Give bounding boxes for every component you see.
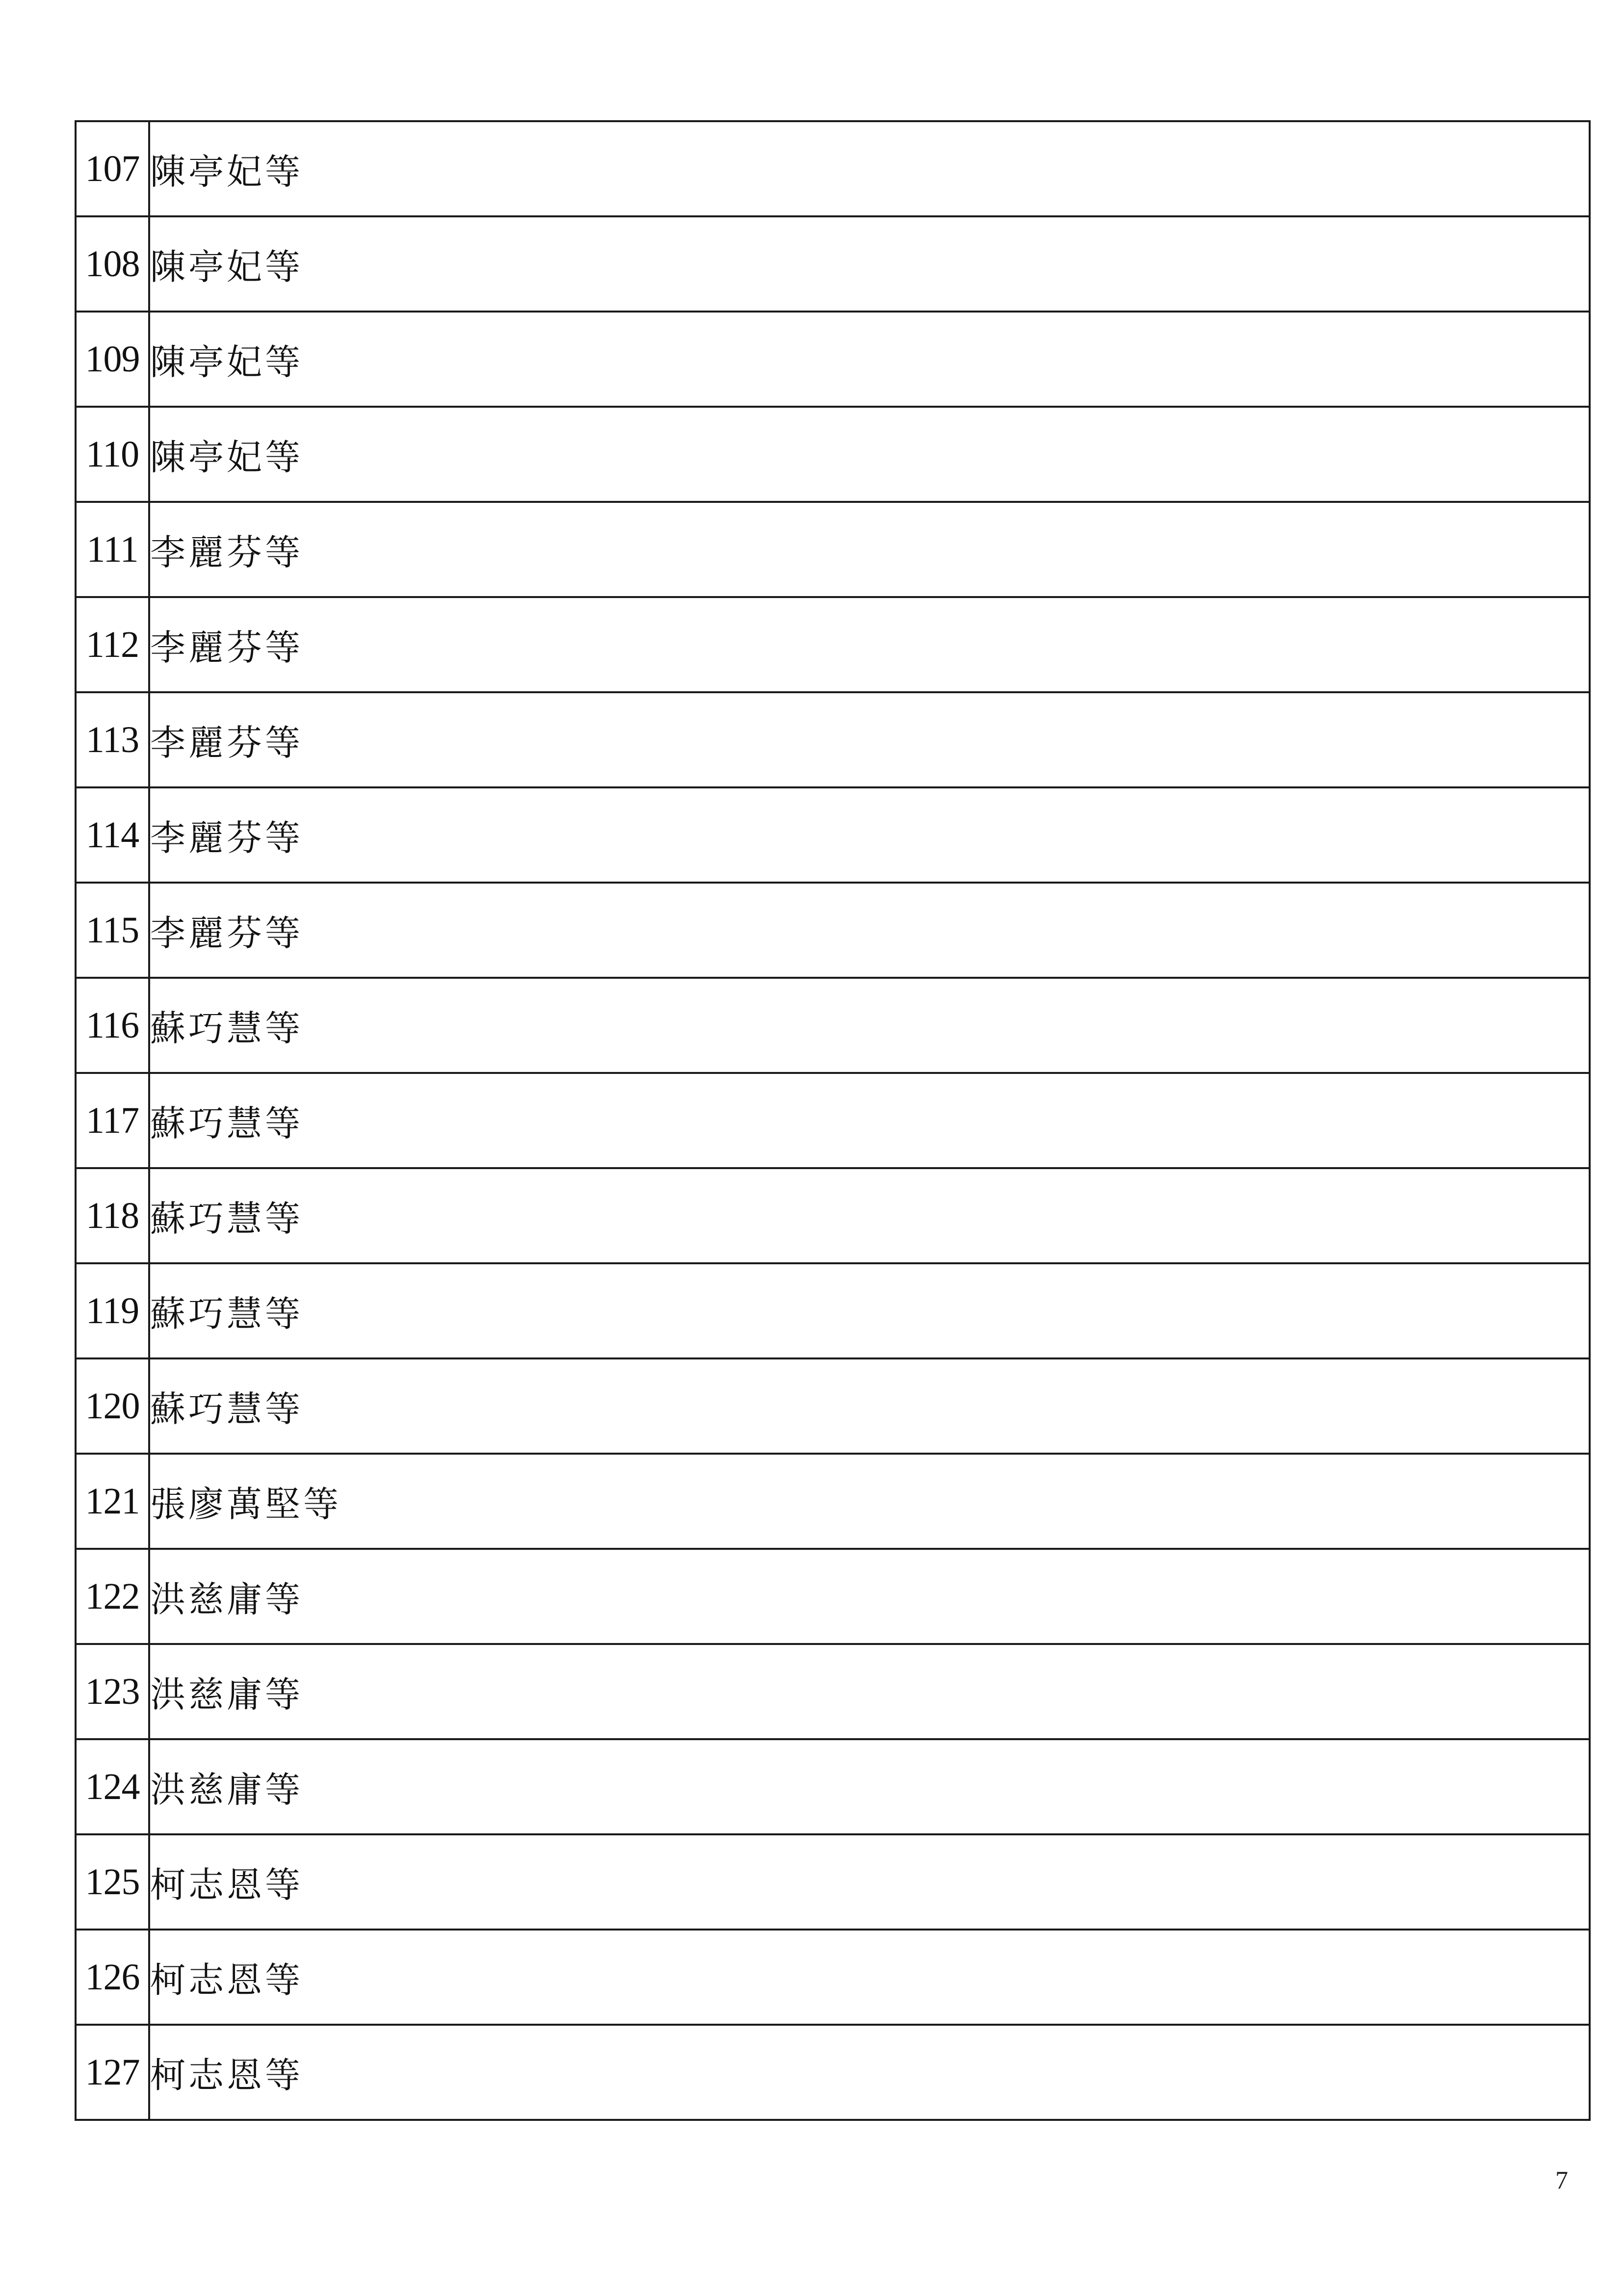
sponsor-table [75,120,1591,2121]
sponsor-name: 柯志恩等 [149,2025,1590,2120]
row-number: 109 [76,312,149,407]
table-row [76,216,1590,312]
row-number: 127 [76,2025,149,2120]
sponsor-name: 李麗芬等 [149,883,1590,978]
sponsor-name: 李麗芬等 [149,597,1590,692]
table-row [76,1454,1590,1549]
table-row [76,1073,1590,1168]
table-row [76,597,1590,692]
row-number: 117 [76,1073,149,1168]
table-row [76,978,1590,1073]
sponsor-name: 李麗芬等 [149,692,1590,787]
sponsor-name: 蘇巧慧等 [149,1168,1590,1263]
table-row [76,121,1590,216]
page-number: 7 [1555,2166,1568,2194]
sponsor-name: 蘇巧慧等 [149,978,1590,1073]
sponsor-name: 陳亭妃等 [149,312,1590,407]
table-row [76,1739,1590,1834]
table-row [76,312,1590,407]
row-number: 120 [76,1358,149,1454]
sponsor-name: 柯志恩等 [149,1834,1590,1930]
row-number: 119 [76,1263,149,1358]
table-row [76,1644,1590,1739]
sponsor-name: 陳亭妃等 [149,121,1590,216]
table-row [76,1834,1590,1930]
row-number: 114 [76,787,149,883]
row-number: 122 [76,1549,149,1644]
table-row [76,1549,1590,1644]
row-number: 121 [76,1454,149,1549]
table-row [76,692,1590,787]
table-row [76,1263,1590,1358]
sponsor-name: 蘇巧慧等 [149,1358,1590,1454]
row-number: 116 [76,978,149,1073]
row-number: 118 [76,1168,149,1263]
row-number: 124 [76,1739,149,1834]
table-row [76,502,1590,597]
table-row [76,787,1590,883]
sponsor-name: 洪慈庸等 [149,1644,1590,1739]
table-row [76,1358,1590,1454]
table-row [76,883,1590,978]
row-number: 115 [76,883,149,978]
table-row [76,2025,1590,2120]
sponsor-name: 李麗芬等 [149,787,1590,883]
row-number: 107 [76,121,149,216]
sponsor-name: 蘇巧慧等 [149,1263,1590,1358]
sponsor-name: 張廖萬堅等 [149,1454,1590,1549]
row-number: 125 [76,1834,149,1930]
sponsor-table-body [76,121,1590,2120]
sponsor-name: 陳亭妃等 [149,407,1590,502]
sponsor-name: 蘇巧慧等 [149,1073,1590,1168]
row-number: 110 [76,407,149,502]
row-number: 112 [76,597,149,692]
sponsor-name: 柯志恩等 [149,1930,1590,2025]
row-number: 111 [76,502,149,597]
table-row [76,1168,1590,1263]
sponsor-name: 陳亭妃等 [149,216,1590,312]
row-number: 113 [76,692,149,787]
sponsor-name: 洪慈庸等 [149,1739,1590,1834]
table-row [76,407,1590,502]
row-number: 108 [76,216,149,312]
row-number: 126 [76,1930,149,2025]
sponsor-name: 李麗芬等 [149,502,1590,597]
table-row [76,1930,1590,2025]
row-number: 123 [76,1644,149,1739]
sponsor-name: 洪慈庸等 [149,1549,1590,1644]
